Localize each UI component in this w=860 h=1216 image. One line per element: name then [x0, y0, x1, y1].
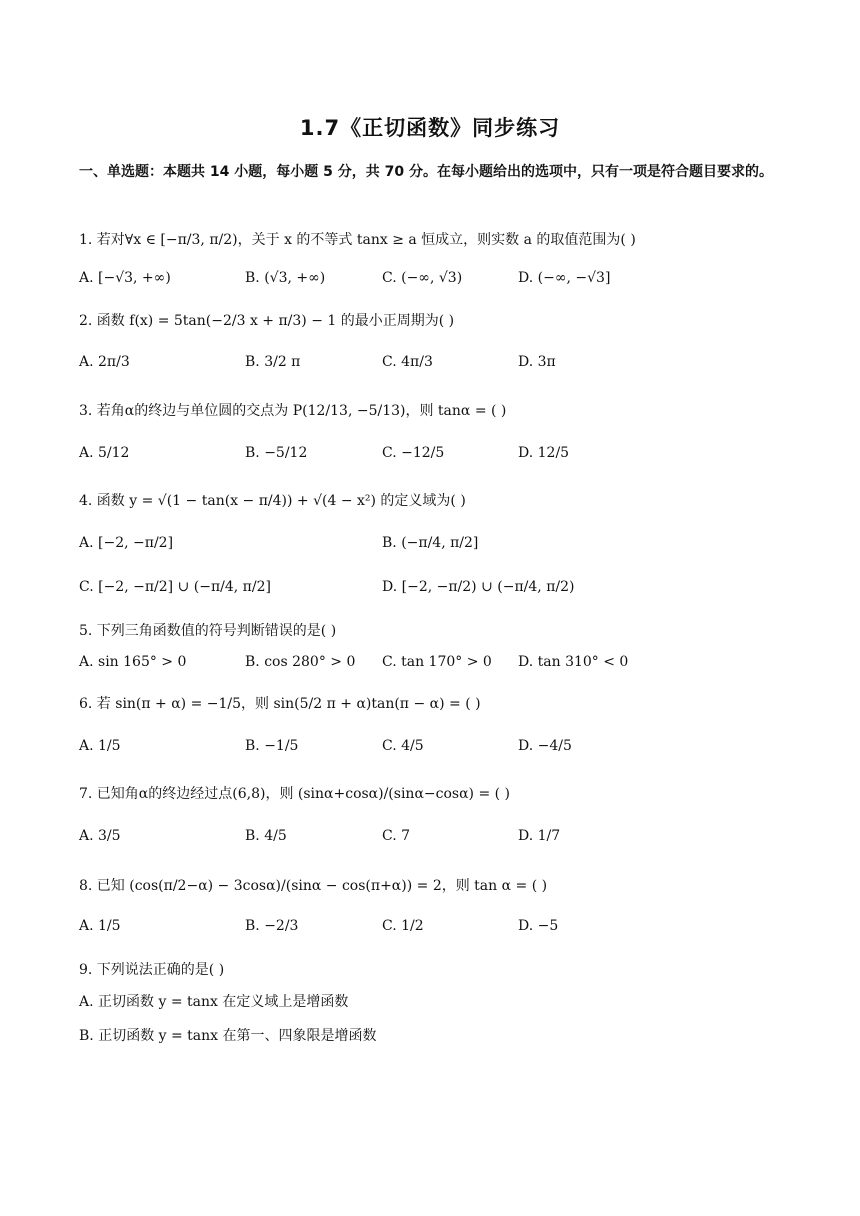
q1-option-a: A. [−√3, +∞) — [79, 270, 171, 286]
question-1-stem: 1. 若对∀x ∈ [−π/3, π/2)，关于 x 的不等式 tanx ≥ a 恒成立，则实数 a 的取值范围为( ) — [79, 232, 636, 248]
q1-option-b: B. (√3, +∞) — [245, 270, 326, 286]
q4-option-c: C. [−2, −π/2] ∪ (−π/4, π/2] — [79, 579, 271, 595]
page-title: 1.7《正切函数》同步练习 — [299, 116, 561, 140]
q4-option-d: D. [−2, −π/2) ∪ (−π/4, π/2) — [382, 579, 575, 595]
q2-option-c: C. 4π/3 — [382, 354, 433, 370]
q6-option-d: D. −4/5 — [518, 738, 572, 754]
q3-option-b: B. −5/12 — [245, 445, 308, 461]
q7-option-d: D. 1/7 — [518, 828, 561, 844]
question-4-stem: 4. 函数 y = √(1 − tan(x − π/4)) + √(4 − x²) 的定义域为( ) — [79, 493, 466, 509]
q2-option-d: D. 3π — [518, 354, 556, 370]
question-3-stem: 3. 若角α的终边与单位圆的交点为 P(12/13, −5/13)，则 tanα = ( ) — [79, 403, 507, 419]
q7-option-c: C. 7 — [382, 828, 411, 844]
q9-option-a: A. 正切函数 y = tanx 在定义域上是增函数 — [79, 994, 349, 1010]
q1-option-d: D. (−∞, −√3] — [518, 270, 611, 286]
question-6-stem: 6. 若 sin(π + α) = −1/5，则 sin(5/2 π + α)tan(π − α) = ( ) — [79, 696, 481, 712]
q1-option-c: C. (−∞, √3) — [382, 270, 463, 286]
q2-option-a: A. 2π/3 — [79, 354, 130, 370]
q8-option-a: A. 1/5 — [79, 918, 121, 934]
q3-option-d: D. 12/5 — [518, 445, 570, 461]
q8-option-d: D. −5 — [518, 918, 559, 934]
question-9-stem: 9. 下列说法正确的是( ) — [79, 962, 225, 978]
q4-option-a: A. [−2, −π/2] — [79, 535, 174, 551]
q7-option-b: B. 4/5 — [245, 828, 287, 844]
q8-option-c: C. 1/2 — [382, 918, 424, 934]
question-8-stem: 8. 已知 (cos(π/2−α) − 3cosα)/(sinα − cos(π+α)) = 2，则 tan α = ( ) — [79, 878, 548, 894]
q2-option-b: B. 3/2 π — [245, 354, 301, 370]
q5-option-b: B. cos 280° > 0 — [245, 654, 356, 670]
question-5-stem: 5. 下列三角函数值的符号判断错误的是( ) — [79, 623, 337, 639]
q6-option-a: A. 1/5 — [79, 738, 121, 754]
q4-option-b: B. (−π/4, π/2] — [382, 535, 479, 551]
question-2-stem: 2. 函数 f(x) = 5tan(−2/3 x + π/3) − 1 的最小正周期为( ) — [79, 313, 455, 329]
q3-option-a: A. 5/12 — [79, 445, 130, 461]
q9-option-b: B. 正切函数 y = tanx 在第一、四象限是增函数 — [79, 1028, 377, 1044]
q6-option-b: B. −1/5 — [245, 738, 299, 754]
question-7-stem: 7. 已知角α的终边经过点(6,8)，则 (sinα+cosα)/(sinα−cosα) = ( ) — [79, 786, 511, 802]
q3-option-c: C. −12/5 — [382, 445, 445, 461]
q5-option-a: A. sin 165° > 0 — [79, 654, 187, 670]
q8-option-b: B. −2/3 — [245, 918, 299, 934]
q5-option-c: C. tan 170° > 0 — [382, 654, 492, 670]
q6-option-c: C. 4/5 — [382, 738, 424, 754]
q7-option-a: A. 3/5 — [79, 828, 121, 844]
section-heading: 一、单选题：本题共 14 小题，每小题 5 分，共 70 分。在每小题给出的选项中，只有一项是符合题目要求的。 — [79, 164, 773, 180]
q5-option-d: D. tan 310° < 0 — [518, 654, 629, 670]
